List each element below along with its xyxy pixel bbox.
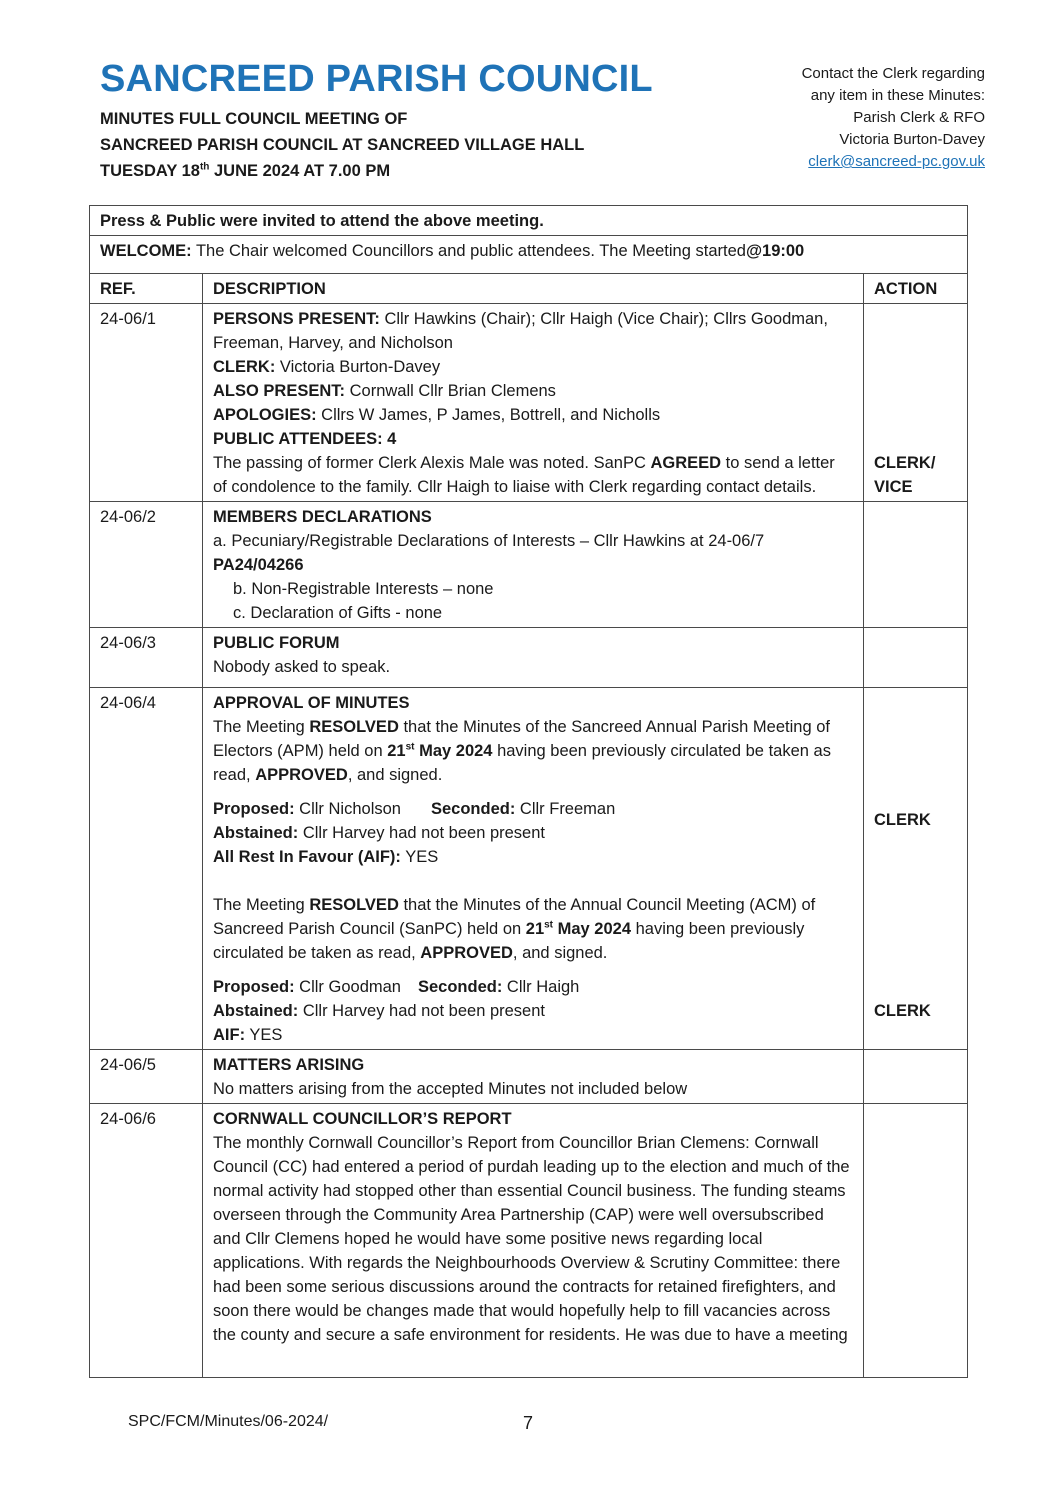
apm-abstained: Cllr Harvey had not been present: [298, 824, 545, 842]
item-action: [864, 688, 968, 1050]
planning-app-ref: PA24/04266: [213, 556, 304, 574]
matters-arising-heading: MATTERS ARISING: [213, 1056, 365, 1074]
table-row: [90, 502, 968, 628]
page-number: 7: [523, 1413, 534, 1433]
subtitle-line-3: [100, 158, 653, 184]
also-present-label: ALSO PRESENT:: [213, 382, 346, 400]
declaration-a: a. Pecuniary/Registrable Declarations of Interests – Cllr Hawkins at 24-06/7: [213, 532, 765, 550]
item-ref: 24-06/3: [90, 628, 203, 688]
meeting-subtitle: [100, 106, 653, 184]
item-description: [203, 688, 864, 1050]
persons-present-label: PERSONS PRESENT:: [213, 310, 380, 328]
column-header-ref: REF.: [100, 280, 136, 298]
clerk-contact-block: [802, 63, 985, 173]
clerk-email-link[interactable]: clerk@sancreed-pc.gov.uk: [808, 153, 985, 170]
document-header: [100, 56, 653, 184]
clerk-label: CLERK:: [213, 358, 276, 376]
press-public-row: [90, 206, 968, 236]
action-clerk-acm: CLERK: [874, 1002, 931, 1020]
welcome-row: [90, 236, 968, 274]
subtitle-line-2: SANCREED PARISH COUNCIL AT SANCREED VILLAGE HALL: [100, 136, 585, 154]
acm-abstained: Cllr Harvey had not been present: [298, 1002, 545, 1020]
acm-seconder: Cllr Haigh: [502, 978, 580, 996]
apm-aif: YES: [400, 848, 439, 866]
cornwall-councillor-report-heading: CORNWALL COUNCILLOR’S REPORT: [213, 1110, 512, 1128]
meeting-date-suffix: th: [199, 161, 210, 173]
condolence-note: The passing of former Clerk Alexis Male was noted. SanPC AGREED to send a letter of condolence to the family. Cllr Haigh to liaise with Clerk regarding contact details.: [213, 454, 835, 496]
item-description: [203, 1104, 864, 1378]
item-ref: 24-06/6: [90, 1104, 203, 1378]
apm-resolution: The Meeting RESOLVED that the Minutes of the Sancreed Annual Parish Meeting of Electors (APM) held on 21st May 2024 having been previously circulated be taken as read, APPROVED, and signed.: [213, 718, 831, 784]
apm-seconder: Cllr Freeman: [515, 800, 616, 818]
item-ref: 24-06/5: [90, 1050, 203, 1104]
document-reference: SPC/FCM/Minutes/06-2024/: [128, 1413, 329, 1430]
action-clerk-vice-1: CLERK/: [874, 454, 936, 472]
table-header-row: [90, 274, 968, 304]
column-header-description: DESCRIPTION: [213, 280, 326, 298]
apologies-label: APOLOGIES:: [213, 406, 317, 424]
public-forum-text: Nobody asked to speak.: [213, 658, 391, 676]
acm-resolution: The Meeting RESOLVED that the Minutes of the Annual Council Meeting (ACM) of Sancreed Parish Council (SanPC) held on 21st May 2024 having been previously circulated be taken as read, APPROVED, and signed.: [213, 896, 816, 962]
apm-proposer: Cllr Nicholson: [294, 800, 401, 818]
subtitle-line-1: MINUTES FULL COUNCIL MEETING OF: [100, 110, 408, 128]
press-public-notice: Press & Public were invited to attend the above meeting.: [100, 212, 544, 230]
action-clerk-vice-2: VICE: [874, 478, 913, 496]
matters-arising-text: No matters arising from the accepted Minutes not included below: [213, 1080, 688, 1098]
item-description: [203, 628, 864, 688]
council-name: SANCREED PARISH COUNCIL: [100, 58, 653, 100]
welcome-text: The Chair welcomed Councillors and public attendees. The Meeting started: [191, 242, 746, 260]
apm-vote: Proposed: Cllr Nicholson Seconded: Cllr Freeman Abstained: Cllr Harvey had not been present All Rest In Favour (AIF): YES: [213, 800, 616, 866]
declaration-b: b. Non-Registrable Interests – none: [233, 580, 494, 598]
minutes-table: [89, 205, 968, 1378]
item-ref: 24-06/2: [90, 502, 203, 628]
public-forum-heading: PUBLIC FORUM: [213, 634, 340, 652]
item-ref: 24-06/1: [90, 304, 203, 502]
clerk-text: Victoria Burton-Davey: [275, 358, 441, 376]
item-action: [864, 304, 968, 502]
cornwall-councillor-report-text: The monthly Cornwall Councillor’s Report from Councillor Brian Clemens: Cornwall Council (CC) had entered a period of purdah leading up to the election and much of the normal activity had stopped other than essential Council business. The funding steams overseen through the Community Area Partnership (CAP) were well oversubscribed and Cllr Clemens hoped he would have some positive news regarding local applications. With regards the Neighbourhoods Overview & Scrutiny Committee: there had been some serious discussions around the contracts for retained firefighters, and soon there would be changes made that would hopefully help to fill vacancies across the county and secure a safe environment for residents. He was due to have a meeting: [213, 1134, 850, 1344]
item-ref: 24-06/4: [90, 688, 203, 1050]
contact-line-4: Victoria Burton-Davey: [839, 131, 985, 148]
also-present-text: Cornwall Cllr Brian Clemens: [345, 382, 556, 400]
contact-line-3: Parish Clerk & RFO: [853, 109, 985, 126]
item-description: [203, 304, 864, 502]
table-row: [90, 628, 968, 688]
apologies-text: Cllrs W James, P James, Bottrell, and Nicholls: [316, 406, 661, 424]
action-clerk-apm: CLERK: [874, 811, 931, 829]
table-row: [90, 1104, 968, 1378]
item-description: [203, 502, 864, 628]
acm-proposer: Cllr Goodman: [294, 978, 401, 996]
column-header-action: ACTION: [874, 280, 938, 298]
item-description: [203, 1050, 864, 1104]
acm-vote: Proposed: Cllr Goodman Seconded: Cllr Haigh Abstained: Cllr Harvey had not been present AIF: YES: [213, 978, 580, 1044]
declaration-c: c. Declaration of Gifts - none: [233, 604, 443, 622]
contact-line-1: Contact the Clerk regarding: [801, 65, 985, 82]
table-row: [90, 1050, 968, 1104]
persons-present-text: Cllr Hawkins (Chair); Cllr Haigh (Vice Chair); Cllrs Goodman, Freeman, Harvey, and Nicholson: [213, 310, 828, 352]
members-declarations-heading: MEMBERS DECLARATIONS: [213, 508, 432, 526]
meeting-date-rest: JUNE 2024 AT 7.00 PM: [209, 162, 391, 180]
table-row: [90, 304, 968, 502]
approval-of-minutes-heading: APPROVAL OF MINUTES: [213, 694, 410, 712]
meeting-date-day: TUESDAY 18: [100, 162, 200, 180]
contact-line-2: any item in these Minutes:: [810, 87, 985, 104]
welcome-label: WELCOME:: [100, 242, 192, 260]
acm-aif: YES: [245, 1026, 283, 1044]
public-attendees: PUBLIC ATTENDEES: 4: [213, 430, 397, 448]
meeting-start-time: @19:00: [745, 242, 805, 260]
table-row: [90, 688, 968, 1050]
